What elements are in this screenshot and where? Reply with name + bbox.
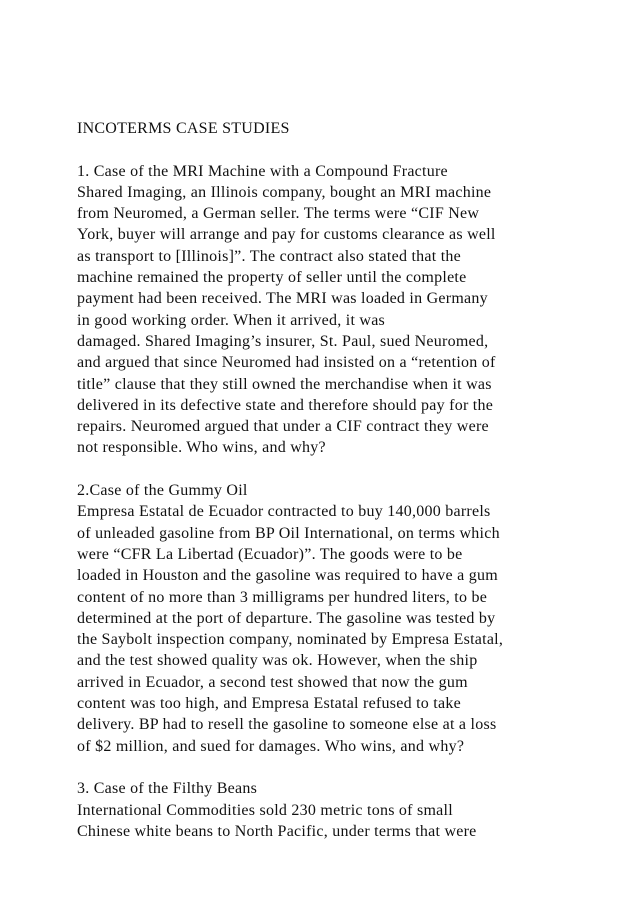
case-text-line: International Commodities sold 230 metric tons of small (77, 801, 453, 819)
case-1 (77, 161, 577, 459)
case-text-line: and argued that since Neuromed had insisted on a “retention of (77, 354, 496, 372)
case-heading: 1. Case of the MRI Machine with a Compound Fracture (77, 162, 448, 180)
case-3 (77, 778, 577, 842)
case-text-line: of unleaded gasoline from BP Oil International, on terms which (77, 524, 500, 542)
case-text-line: York, buyer will arrange and pay for customs clearance as well (77, 226, 496, 244)
case-heading: 2.Case of the Gummy Oil (77, 482, 248, 500)
case-heading: 3. Case of the Filthy Beans (77, 780, 258, 798)
case-text-line: of $2 million, and sued for damages. Who wins, and why? (77, 737, 465, 755)
case-text-line: were “CFR La Libertad (Ecuador)”. The goods were to be (77, 545, 463, 563)
case-text-line: delivered in its defective state and therefore should pay for the (77, 396, 494, 414)
case-text-line: title” clause that they still owned the merchandise when it was (77, 375, 492, 393)
case-text-line: content of no more than 3 milligrams per hundred liters, to be (77, 588, 488, 606)
spacer (77, 757, 577, 778)
case-text-line: as transport to [Illinois]”. The contract also stated that the (77, 247, 461, 265)
case-text-line: machine remained the property of seller until the complete (77, 269, 467, 287)
case-text-line: damaged. Shared Imaging’s insurer, St. Paul, sued Neuromed, (77, 332, 489, 350)
spacer (77, 459, 577, 480)
case-text-line: Empresa Estatal de Ecuador contracted to buy 140,000 barrels (77, 503, 491, 521)
case-text-line: from Neuromed, a German seller. The terms were “CIF New (77, 205, 480, 223)
spacer (77, 139, 577, 160)
case-text-line: and the test showed quality was ok. However, when the ship (77, 652, 478, 670)
case-text-line: loaded in Houston and the gasoline was required to have a gum (77, 567, 498, 585)
case-text-line: Chinese white beans to North Pacific, under terms that were (77, 822, 477, 840)
case-text-line: payment had been received. The MRI was loaded in Germany (77, 290, 488, 308)
document-title: INCOTERMS CASE STUDIES (77, 120, 290, 137)
case-text-line: Shared Imaging, an Illinois company, bought an MRI machine (77, 183, 492, 201)
case-text-line: in good working order. When it arrived, it was (77, 311, 386, 329)
case-text-line: arrived in Ecuador, a second test showed that now the gum (77, 673, 468, 691)
document-body (77, 118, 577, 842)
case-text-line: repairs. Neuromed argued that under a CIF contract they were (77, 418, 489, 436)
case-text-line: content was too high, and Empresa Estatal refused to take (77, 695, 461, 713)
case-text-line: determined at the port of departure. The gasoline was tested by (77, 609, 496, 627)
case-text-line: the Saybolt inspection company, nominated by Empresa Estatal, (77, 631, 504, 649)
case-text-line: delivery. BP had to resell the gasoline to someone else at a loss (77, 716, 497, 734)
case-text-line: not responsible. Who wins, and why? (77, 439, 326, 457)
case-2 (77, 480, 577, 757)
